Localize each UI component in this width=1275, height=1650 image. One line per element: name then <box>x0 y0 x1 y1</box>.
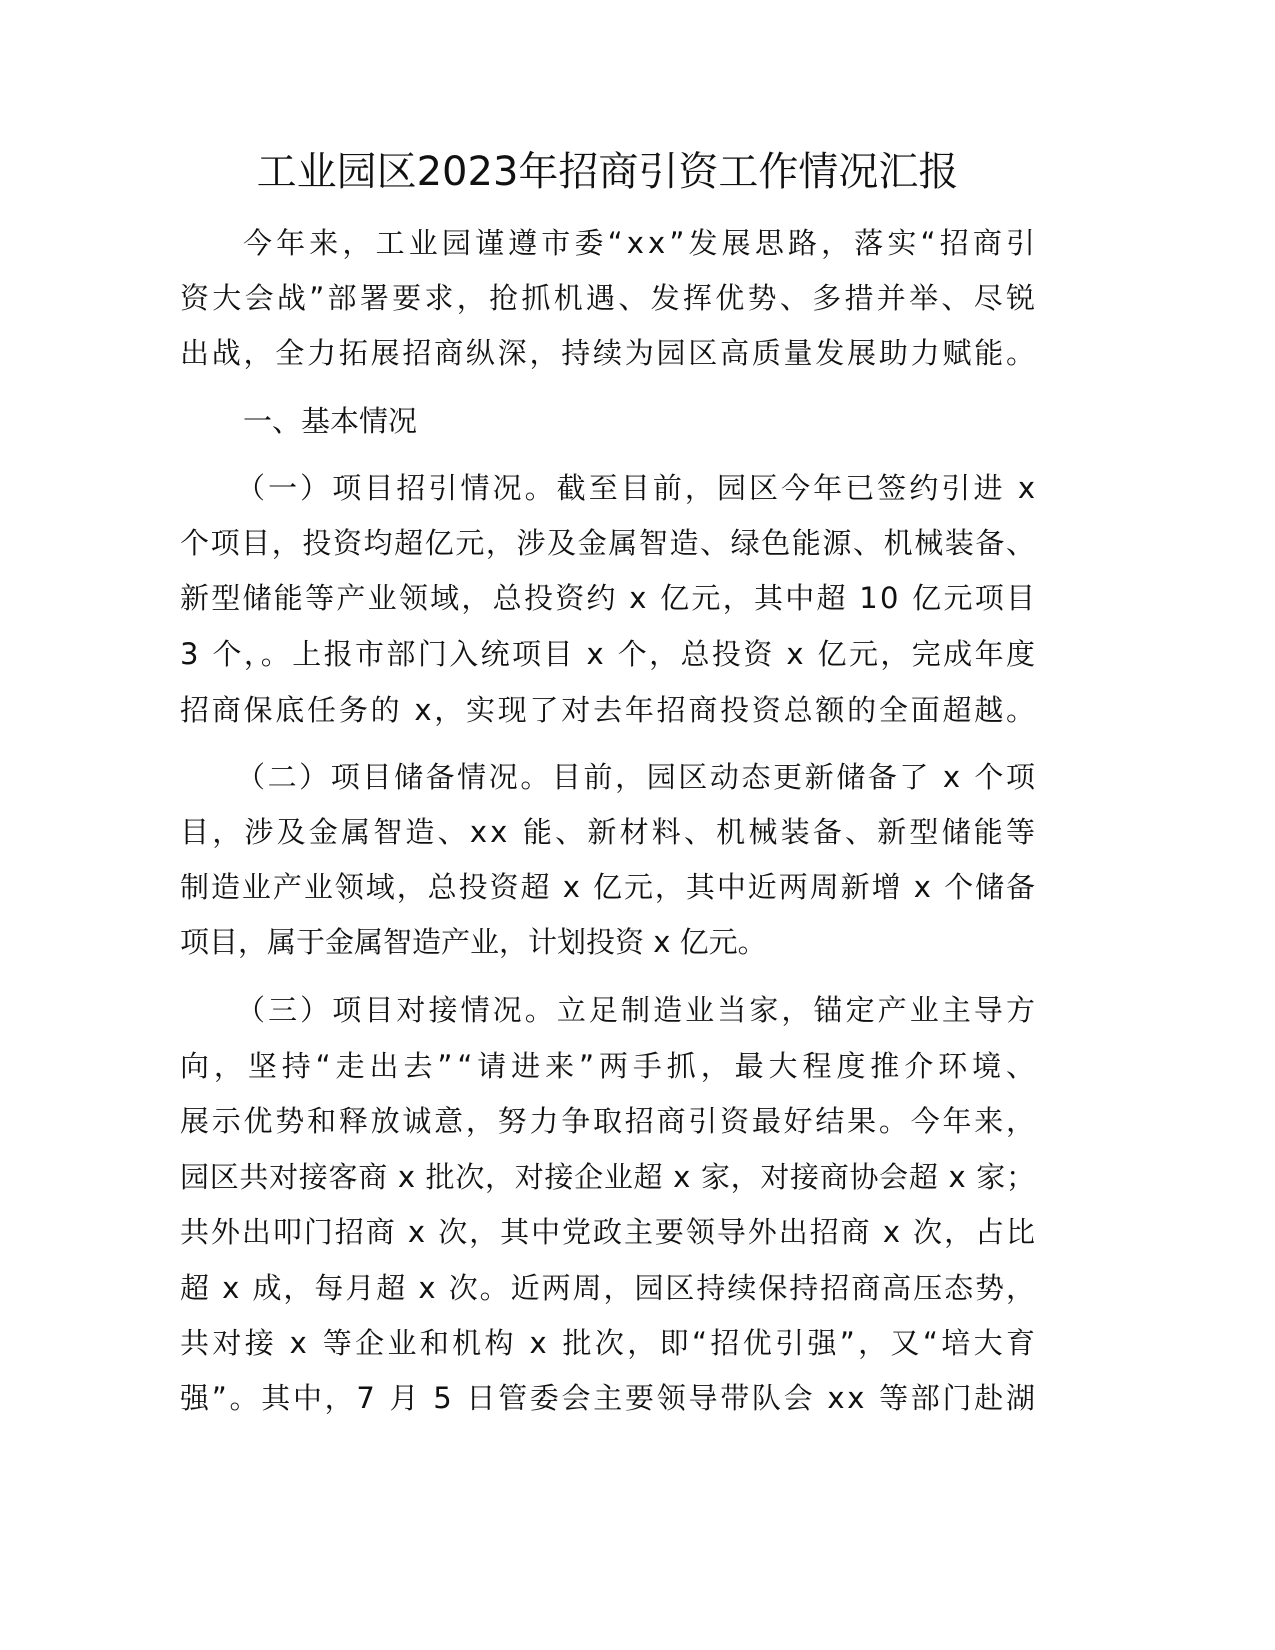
text-line: （二）项目储备情况。目前，园区动态更新储备了 x 个项 <box>236 760 1038 794</box>
text-line: 园区共对接客商 x 批次，对接企业超 x 家，对接商协会超 x 家； <box>180 1160 1036 1194</box>
text-line: （一）项目招引情况。截至目前，园区今年已签约引进 x <box>236 471 1039 505</box>
text-line: 个项目，投资均超亿元，涉及金属智造、绿色能源、机械装备、 <box>180 526 1037 560</box>
text-line: 项目，属于金属智造产业，计划投资 x 亿元。 <box>180 925 767 959</box>
section-heading: 一、基本情况 <box>243 404 418 438</box>
text-line: （三）项目对接情况。立足制造业当家，锚定产业主导方 <box>236 993 1039 1027</box>
text-line: 超 x 成，每月超 x 次。近两周，园区持续保持招商高压态势， <box>180 1271 1037 1305</box>
text-line: 向，坚持“走出去”“请进来”两手抓，最大程度推介环境、 <box>180 1049 1040 1083</box>
text-line: 目，涉及金属智造、xx 能、新材料、机械装备、新型储能等 <box>180 815 1039 849</box>
text-line: 招商保底任务的 x，实现了对去年招商投资总额的全面超越。 <box>180 693 1038 727</box>
document-title: 工业园区2023年招商引资工作情况汇报 <box>256 149 959 195</box>
text-line: 资大会战”部署要求，抢抓机遇、发挥优势、多措并举、尽锐 <box>180 281 1039 315</box>
text-line: 强”。其中，7 月 5 日管委会主要领导带队会 xx 等部门赴湖 <box>180 1381 1038 1415</box>
text-line: 3 个，。上报市部门入统项目 x 个，总投资 x 亿元，完成年度 <box>180 637 1038 671</box>
text-line: 制造业产业领域，总投资超 x 亿元，其中近两周新增 x 个储备 <box>180 870 1037 904</box>
text-line: 出战，全力拓展招商纵深，持续为园区高质量发展助力赋能。 <box>180 336 1038 370</box>
text-line: 展示优势和释放诚意，努力争取招商引资最好结果。今年来， <box>180 1104 1038 1138</box>
text-line: 新型储能等产业领域，总投资约 x 亿元，其中超 10 亿元项目 <box>180 581 1038 615</box>
text-line: 共对接 x 等企业和机构 x 批次，即“招优引强”，又“培大育 <box>180 1326 1039 1360</box>
text-line: 今年来，工业园谨遵市委“xx”发展思路，落实“招商引 <box>243 226 1040 260</box>
text-line: 共外出叩门招商 x 次，其中党政主要领导外出招商 x 次，占比 <box>180 1215 1037 1249</box>
